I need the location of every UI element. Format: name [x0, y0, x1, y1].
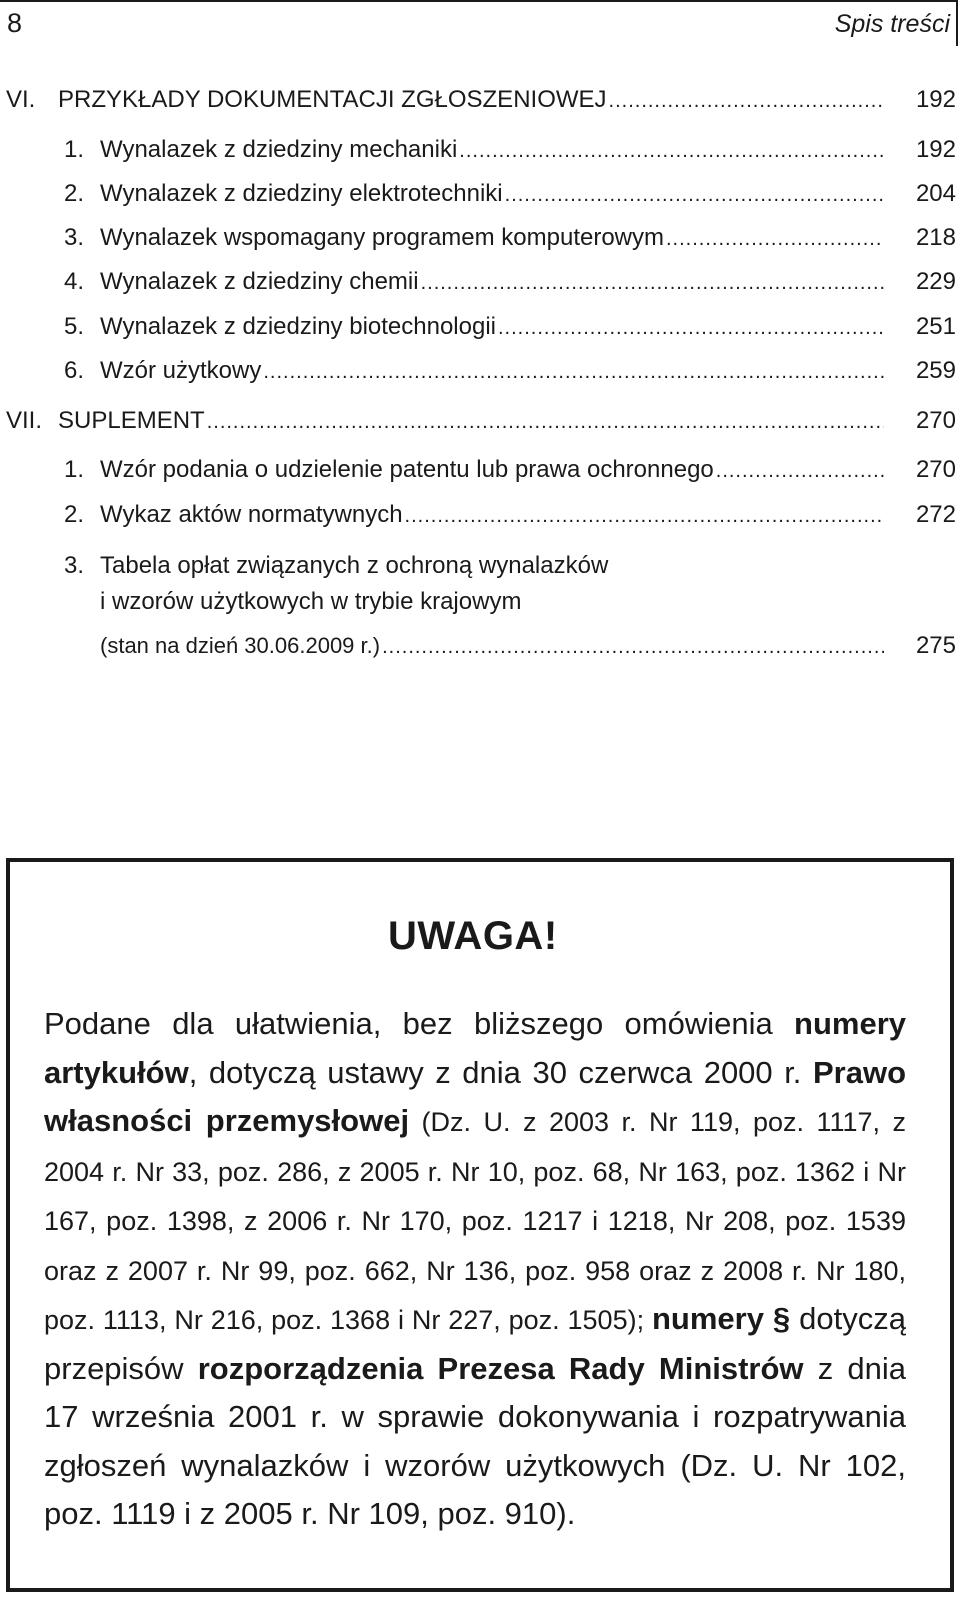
notice-bold-text: numery artykułów	[44, 1006, 906, 1090]
toc-item-title: Wynalazek z dziedziny chemii	[100, 268, 419, 295]
toc-item-title: Wykaz aktów normatywnych	[100, 501, 403, 528]
toc-item-number: 3.	[64, 224, 85, 251]
toc-page-number: 218	[915, 224, 956, 251]
toc-section-title: SUPLEMENT	[58, 407, 205, 434]
toc-leader-dots	[405, 505, 884, 528]
notice-text: z dnia 17 września 2001 r. w sprawie dokonywania i rozpatrywania zgłoszeń wynalazków i wzorów użytkowych (Dz. U. Nr 102, poz. 1119 i z 2005 r. Nr 109, poz. 910).	[44, 1350, 906, 1531]
running-title: Spis treści	[834, 10, 950, 38]
toc-leader-dots	[498, 317, 884, 340]
toc-item	[64, 313, 956, 353]
toc-leader-dots	[207, 411, 884, 434]
toc-section-number: VII.	[6, 407, 43, 434]
toc-page-number: 275	[915, 632, 956, 659]
toc-item-number: 3.	[64, 552, 85, 579]
toc-leader-dots	[505, 184, 884, 207]
toc-page-number: 204	[915, 180, 956, 207]
toc-page-number: 192	[915, 86, 956, 113]
toc-item-number: 5.	[64, 313, 85, 340]
notice-text: , dotyczą ustawy z dnia 30 czerwca 2000 r.	[188, 1054, 813, 1090]
toc-item	[64, 180, 956, 220]
toc-item	[64, 224, 956, 264]
toc-item	[64, 456, 956, 496]
toc-item-title-line1: Tabela opłat związanych z ochroną wynalazków	[100, 552, 609, 579]
toc-item-multiline	[64, 548, 608, 620]
toc-section-vi	[6, 86, 956, 126]
toc-item-title: Wynalazek wspomagany programem komputerowym	[100, 224, 664, 251]
notice-bold-text: rozporządzenia Prezesa Rady Ministrów	[197, 1350, 804, 1386]
notice-text: Podane dla ułatwienia, bez bliższego omówienia	[44, 1006, 795, 1041]
toc-page-number: 192	[915, 136, 956, 163]
toc-section-number: VI.	[6, 86, 36, 113]
toc-item-last-line	[100, 632, 956, 672]
toc-item-title: Wzór użytkowy	[100, 357, 262, 384]
toc-leader-dots	[716, 460, 884, 483]
toc-item-number: 4.	[64, 268, 85, 295]
notice-bold-text: Prawo własności przemysłowej	[44, 1054, 906, 1138]
toc-section-vii	[6, 407, 956, 447]
notice-citation-text: (Dz. U. z 2003 r. Nr 119, poz. 1117, z 2004 r. Nr 33, poz. 286, z 2005 r. Nr 10, poz. 68, Nr 163, poz. 1362 i Nr 167, poz. 1398, z 2006 r. Nr 170, poz. 1217 i 1218, Nr 208, poz. 1539 oraz z 2007 r. Nr 99, poz. 662, Nr 136, poz. 958 oraz z 2008 r. Nr 180, poz. 1113, Nr 216, poz. 1368 i Nr 227, poz. 1505);	[44, 1107, 906, 1335]
toc-item-number: 2.	[64, 501, 85, 528]
toc-page-number: 270	[915, 407, 956, 434]
toc-item-number: 1.	[64, 136, 85, 163]
toc-leader-dots	[421, 272, 884, 295]
toc-item-number: 1.	[64, 456, 85, 483]
toc-page-number: 259	[915, 357, 956, 384]
toc-leader-dots	[609, 90, 884, 113]
toc-item-number: 6.	[64, 357, 85, 384]
notice-body	[44, 1000, 906, 1539]
page-number: 8	[7, 8, 23, 38]
toc-page-number: 272	[915, 501, 956, 528]
toc-item	[64, 268, 956, 308]
toc-item	[64, 357, 956, 397]
toc-item	[64, 136, 956, 176]
toc-item-title-line2: i wzorów użytkowych w trybie krajowym	[100, 588, 522, 615]
notice-box	[6, 858, 954, 1592]
toc-page-number: 251	[915, 313, 956, 340]
toc-item-title: Wynalazek z dziedziny mechaniki	[100, 136, 458, 163]
toc-page-number: 229	[915, 268, 956, 295]
notice-text: dotyczą przepisów	[44, 1301, 907, 1386]
toc-item-number: 2.	[64, 180, 85, 207]
toc-page-number: 270	[915, 456, 956, 483]
toc-leader-dots	[459, 140, 884, 163]
notice-title: UWAGA!	[388, 914, 558, 958]
notice-bold-text: numery §	[651, 1301, 791, 1336]
toc-item-title: Wynalazek z dziedziny biotechnologii	[100, 313, 496, 340]
toc-item-title-line3: (stan na dzień 30.06.2009 r.)	[100, 633, 381, 658]
toc-item-title: Wynalazek z dziedziny elektrotechniki	[100, 180, 503, 207]
toc-item-title: Wzór podania o udzielenie patentu lub prawa ochronnego	[100, 456, 714, 483]
toc-item	[64, 501, 956, 541]
toc-leader-dots	[263, 361, 884, 384]
toc-leader-dots	[382, 636, 884, 659]
page-header	[0, 0, 958, 46]
toc-leader-dots	[666, 228, 884, 251]
toc-section-title: PRZYKŁADY DOKUMENTACJI ZGŁOSZENIOWEJ	[58, 86, 607, 113]
